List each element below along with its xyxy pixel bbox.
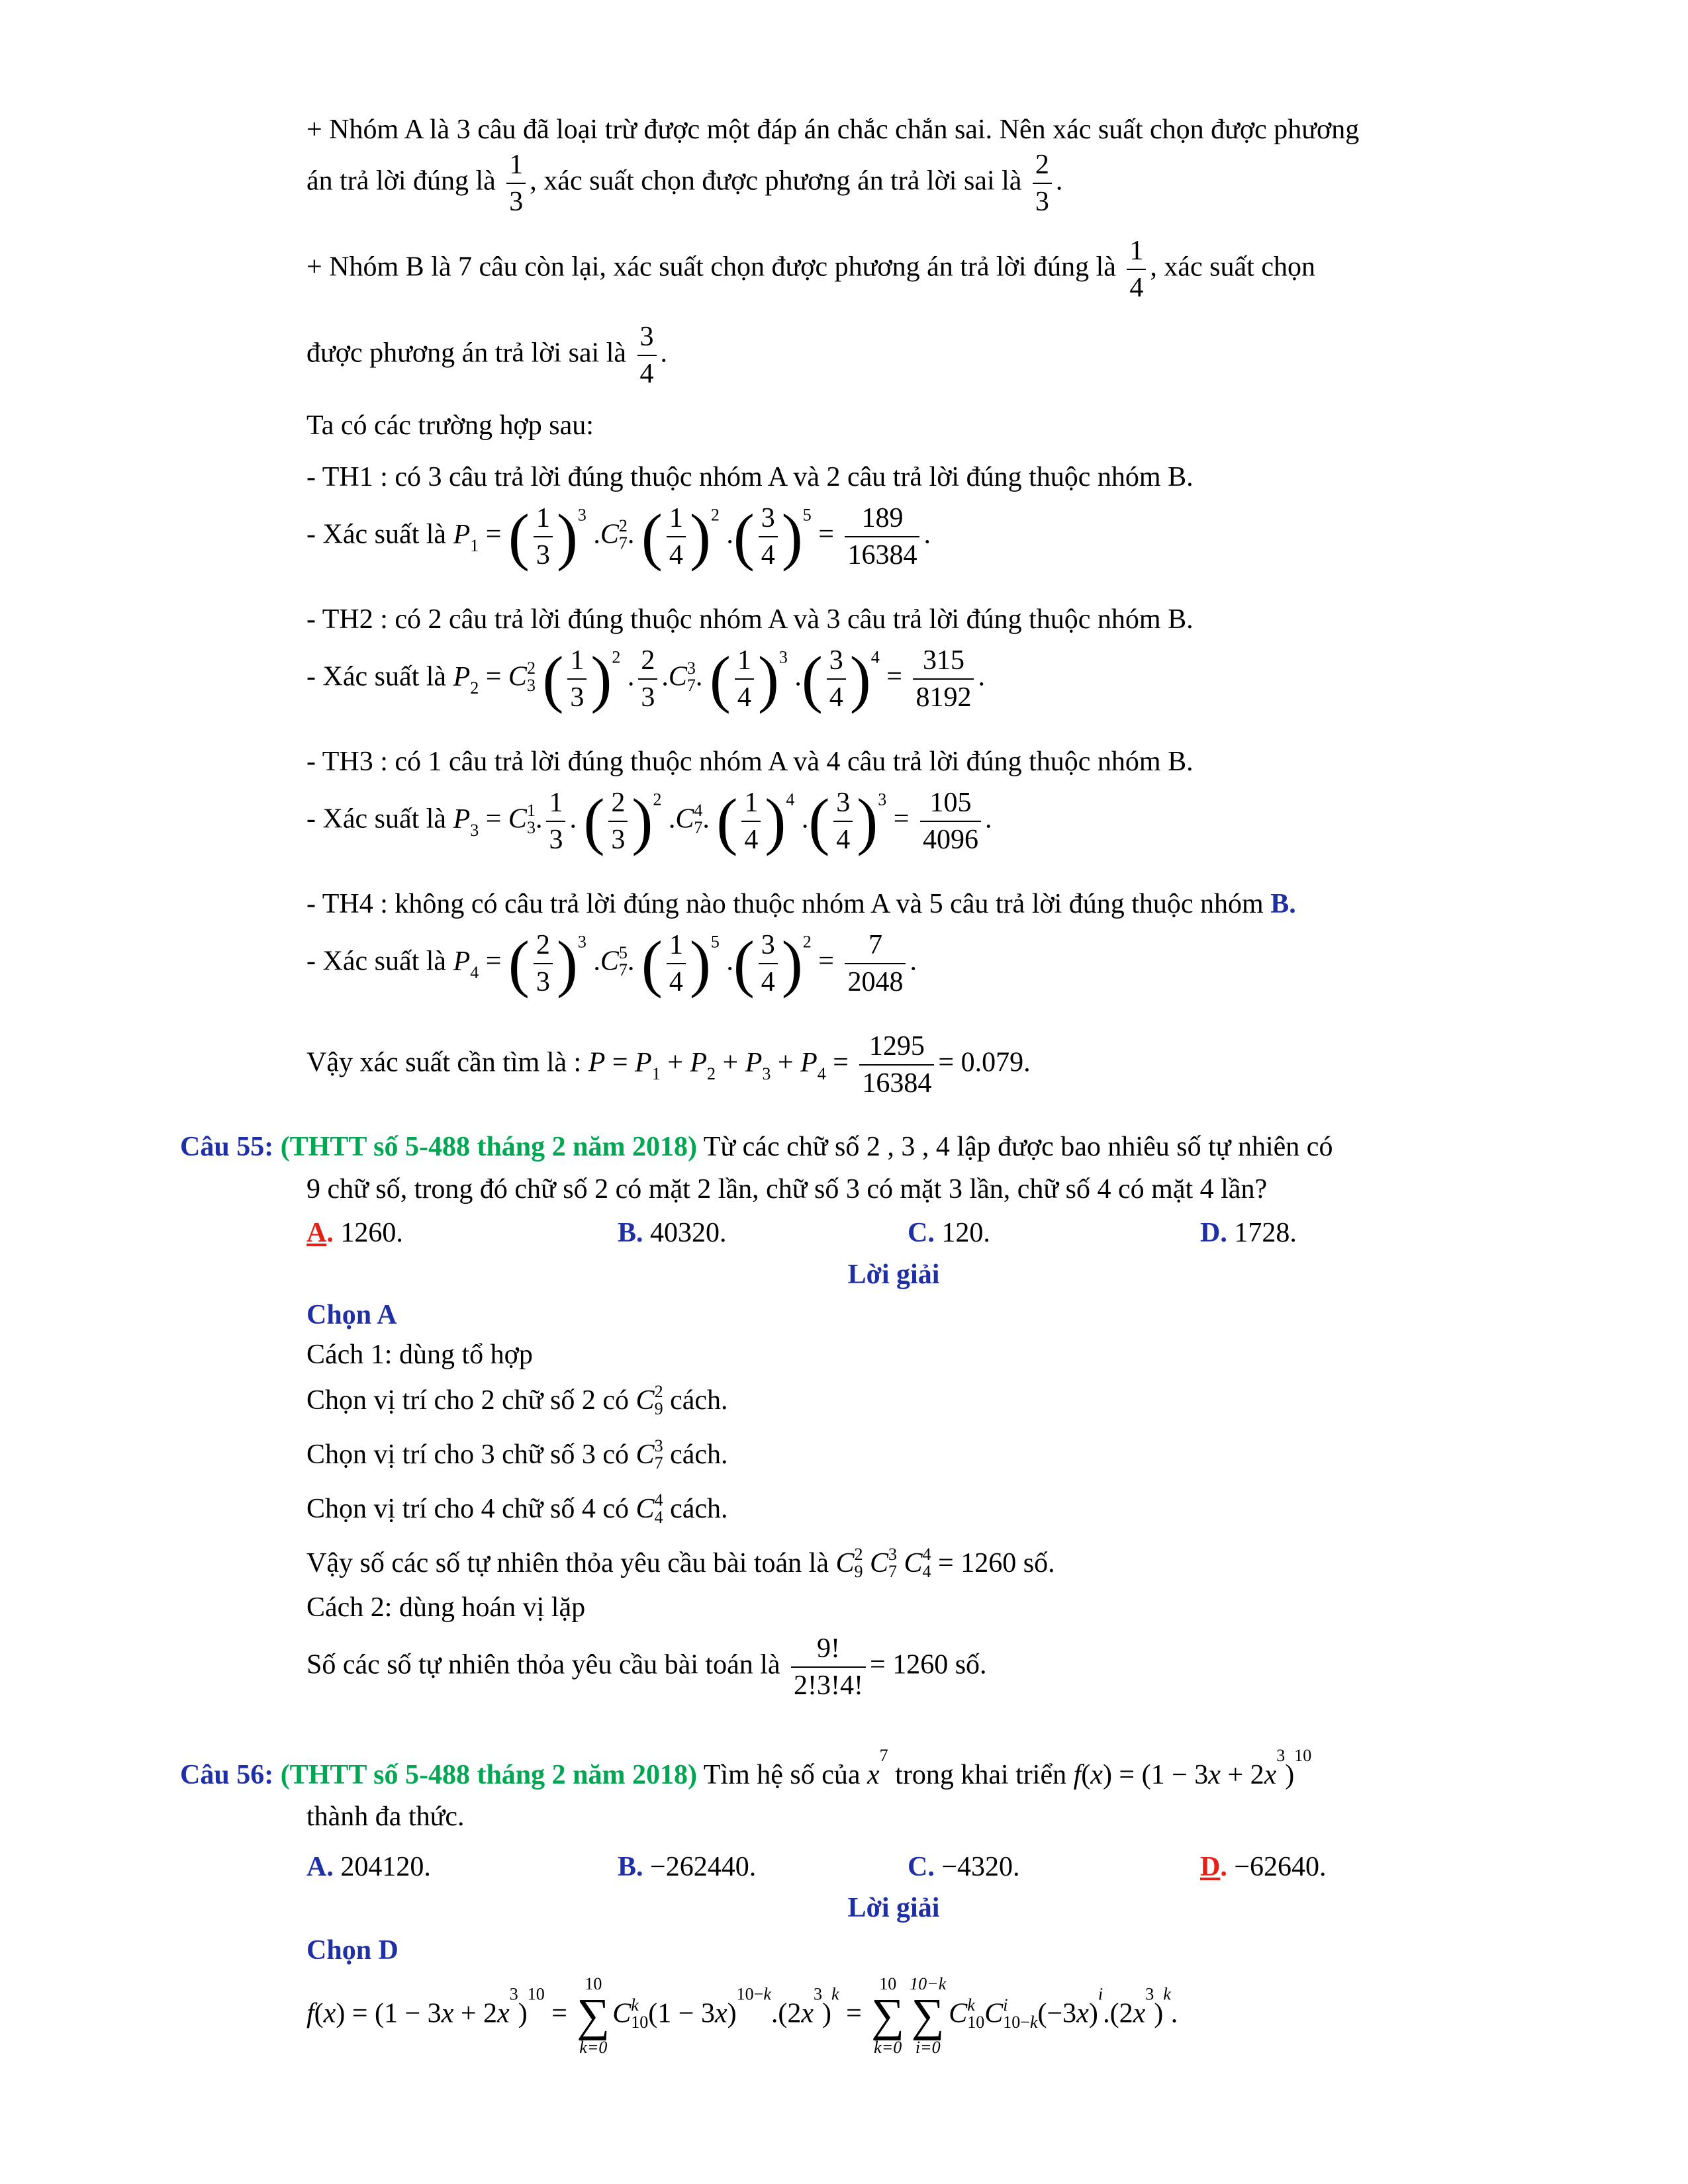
p1-result: $\frac{189}{16384}$ bbox=[845, 504, 919, 569]
q56-option-a: A. 204120. bbox=[306, 1852, 431, 1882]
intro-line-1: + Nhóm A là 3 câu đã loại trừ được một đáp án chắc chắn sai. Nên xác suất chọn được phương bbox=[306, 114, 1360, 145]
p3-result: $\frac{105}{4096}$ bbox=[920, 789, 981, 854]
q55-option-c: C. 120. bbox=[908, 1218, 990, 1248]
q55-choice: Chọn A bbox=[306, 1300, 397, 1330]
q56-expansion: $f(x) = (1 - 3x + 2x^3)^{10}$ = 10 ∑ k=0 C k 10 $(1 - 3x)^{10-k}.(2x^3)^k$ = 10 ∑ k=0 10−k ∑ i=0 C k 10 C i 10−k $(-3x)^i.(2x^3)^k$. bbox=[306, 1974, 1178, 2057]
fraction-1-3: $\frac{1}{3}$ bbox=[506, 151, 526, 216]
q55-step-5: Số các số tự nhiên thỏa yêu cầu bài toán là $\frac{9!}{2!3!4!}$ = 1260 số. bbox=[306, 1633, 987, 1701]
q56-option-d: D. −62640. bbox=[1200, 1852, 1327, 1882]
q55-step-1: Chọn vị trí cho 2 chữ số 2 có C 2 9 cách. bbox=[306, 1382, 728, 1418]
case-th4-prob: - Xác suất là $P_4$ = ( $\frac{2}{3}$ )$^3$ .C 5 7 . ( $\frac{1}{4}$ )$^5$ .( $\frac{3}{4}$ )$^2$ = $\frac{7}{2048}$ . bbox=[306, 928, 917, 999]
q56-option-b: B. −262440. bbox=[618, 1852, 757, 1882]
q56-header: Câu 56: (THTT số 5-488 tháng 2 năm 2018) Tìm hệ số của $x^7$ trong khai triển $f(x) = (1 - 3x + 2x^3)^{10}$ bbox=[180, 1746, 1312, 1790]
q55-method-1: Cách 1: dùng tổ hợp bbox=[306, 1340, 533, 1370]
total-result: $\frac{1295}{16384}$ bbox=[859, 1032, 934, 1097]
intro-line-3: + Nhóm B là 7 câu còn lại, xác suất chọn được phương án trả lời đúng là $\frac{1}{4}$ , xác suất chọn bbox=[306, 236, 1315, 303]
q55-step-4: Vậy số các số tự nhiên thỏa yêu cầu bài toán là C 2 9 C 3 7 C 4 4 = 1260 số. bbox=[306, 1545, 1055, 1581]
case-th1-prob: - Xác suất là $P_1$ = ( $\frac{1}{3}$ )$^3$ .C 2 7 . ( $\frac{1}{4}$ )$^2$ .( $\frac{3}{4}$ )$^5$ = $\frac{189}{16384}$ . bbox=[306, 501, 931, 572]
case-th1: - TH1 : có 3 câu trả lời đúng thuộc nhóm A và 2 câu trả lời đúng thuộc nhóm B. bbox=[306, 462, 1194, 492]
q56-choice: Chọn D bbox=[306, 1935, 399, 1966]
q56-option-c: C. −4320. bbox=[908, 1852, 1020, 1882]
q55-option-a: A. 1260. bbox=[306, 1218, 403, 1248]
q56-text: thành đa thức. bbox=[306, 1801, 465, 1832]
fraction-3-4: $\frac{3}{4}$ bbox=[637, 323, 657, 388]
case-th4: - TH4 : không có câu trả lời đúng nào thuộc nhóm A và 5 câu trả lời đúng thuộc nhóm B. bbox=[306, 889, 1296, 919]
q55-option-b: B. 40320. bbox=[618, 1218, 727, 1248]
q56-solution-title: Lời giải bbox=[847, 1893, 940, 1923]
case-th3-prob: - Xác suất là $P_3 = C$ 1 3 . $\frac{1}{3}$ . ( $\frac{2}{3}$ )$^2$ .C 4 7 . ( $\frac{1}{4}$ )$^4$ .( $\frac{3}{4}$ )$^3$ = $\frac{105}{4096}$ . bbox=[306, 786, 992, 856]
fraction-1-4: $\frac{1}{4}$ bbox=[1127, 237, 1146, 302]
case-th2: - TH2 : có 2 câu trả lời đúng thuộc nhóm A và 3 câu trả lời đúng thuộc nhóm B. bbox=[306, 604, 1194, 635]
total-probability: Vậy xác suất cần tìm là : $P = P_1 + P_2 + P_3 + P_4$ = $\frac{1295}{16384}$ = 0.079. bbox=[306, 1031, 1031, 1099]
intro-line-5: Ta có các trường hợp sau: bbox=[306, 410, 594, 441]
case-th2-prob: - Xác suất là $P_2 = C$ 2 3 ( $\frac{1}{3}$ )$^2$ . $\frac{2}{3}$ .C 3 7 . ( $\frac{1}{4}$ )$^3$ .( $\frac{3}{4}$ )$^4$ = $\frac{315}{8192}$ . bbox=[306, 643, 985, 714]
q55-solution-title: Lời giải bbox=[847, 1259, 940, 1290]
q55-permutation-fraction: $\frac{9!}{2!3!4!}$ bbox=[791, 1635, 866, 1700]
q55-text: 9 chữ số, trong đó chữ số 2 có mặt 2 lần, chữ số 3 có mặt 3 lần, chữ số 4 có mặt 4 lần? bbox=[306, 1174, 1268, 1205]
p4-result: $\frac{7}{2048}$ bbox=[845, 931, 906, 996]
q55-header: Câu 55: (THTT số 5-488 tháng 2 năm 2018) Từ các chữ số 2 , 3 , 4 lập được bao nhiêu số tự nhiên có bbox=[180, 1132, 1333, 1162]
q55-option-d: D. 1728. bbox=[1200, 1218, 1297, 1248]
q55-step-3: Chọn vị trí cho 4 chữ số 4 có C 4 4 cách. bbox=[306, 1490, 728, 1527]
p2-result: $\frac{315}{8192}$ bbox=[913, 647, 974, 711]
case-th3: - TH3 : có 1 câu trả lời đúng thuộc nhóm A và 4 câu trả lời đúng thuộc nhóm B. bbox=[306, 747, 1194, 777]
intro-line-4: được phương án trả lời sai là $\frac{3}{4}$ . bbox=[306, 322, 668, 389]
fraction-2-3: $\frac{2}{3}$ bbox=[1033, 151, 1052, 216]
q55-method-2: Cách 2: dùng hoán vị lặp bbox=[306, 1592, 586, 1623]
intro-line-2: án trả lời đúng là $\frac{1}{3}$ , xác suất chọn được phương án trả lời sai là $\frac{2}{3}$ . bbox=[306, 150, 1063, 217]
q55-step-2: Chọn vị trí cho 3 chữ số 3 có C 3 7 cách. bbox=[306, 1436, 728, 1473]
